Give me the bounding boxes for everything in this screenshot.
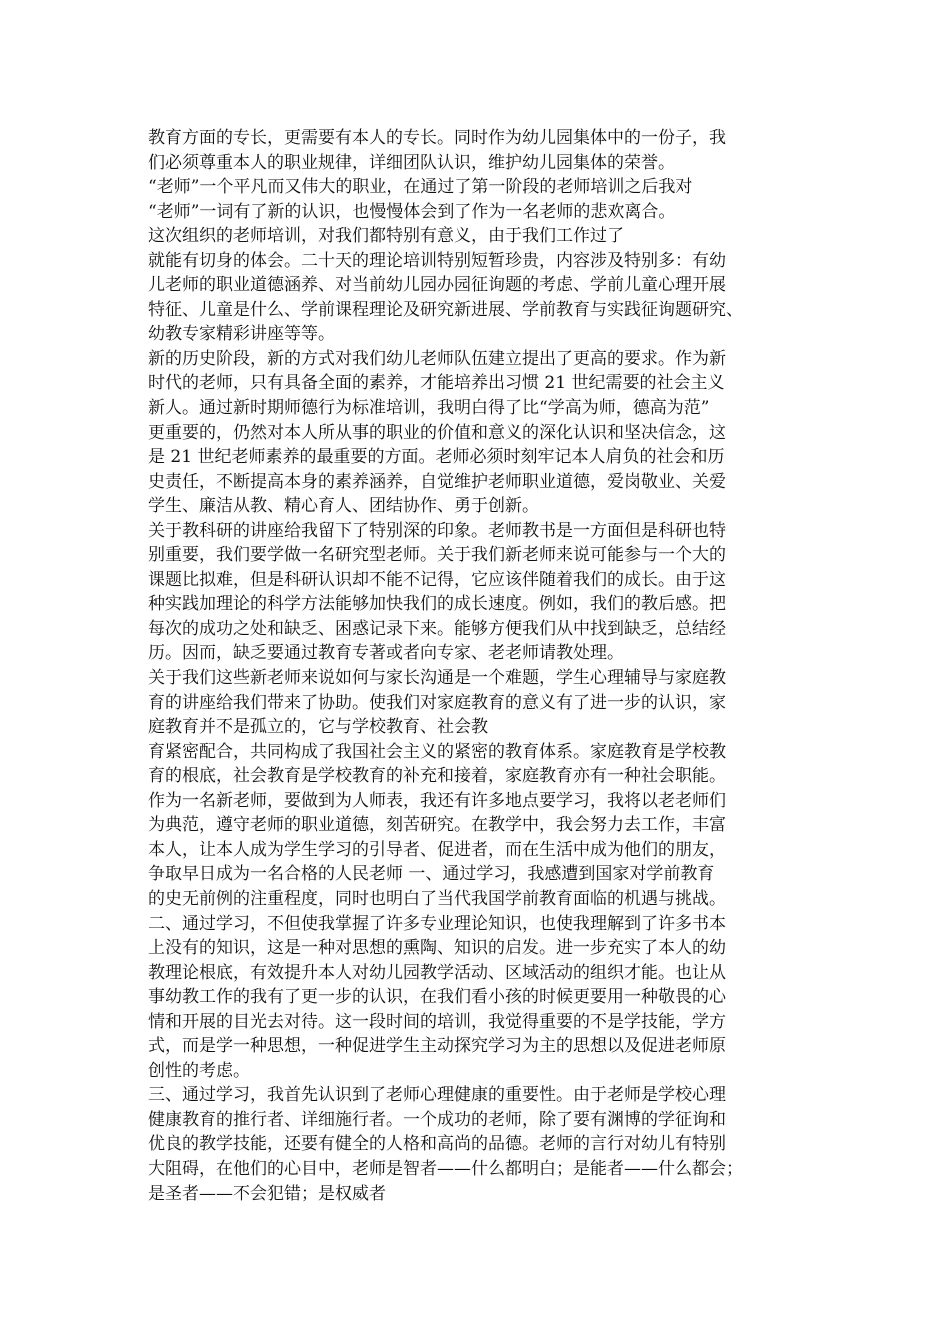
text-line: 教理论根底，有效提升本人对幼儿园教学活动、区域活动的组织才能。也让从 bbox=[148, 962, 726, 983]
text-line: 特征、儿童是什么、学前课程理论及研究新进展、学前教育与实践征询题研究、 bbox=[148, 299, 743, 320]
text-line: 关于我们这些新老师来说如何与家长沟通是一个难题，学生心理辅导与家庭教 bbox=[148, 668, 726, 689]
text-line: 史责任，不断提高本身的素养涵养，自觉维护老师职业道德，爱岗敬业、关爱 bbox=[148, 471, 726, 492]
text-line: 创性的考虑。 bbox=[148, 1060, 250, 1081]
text-line: 别重要，我们要学做一名研究型老师。关于我们新老师来说可能参与一个大的 bbox=[148, 545, 726, 566]
text-line: 是 21 世纪老师素养的最重要的方面。老师必须时刻牢记本人肩负的社会和历 bbox=[148, 447, 725, 468]
text-line: 种实践加理论的科学方法能够加快我们的成长速度。例如，我们的教后感。把 bbox=[148, 594, 726, 615]
text-line: 教育方面的专长，更需要有本人的专长。同时作为幼儿园集体中的一份子，我 bbox=[148, 128, 726, 148]
text-line: 为典范，遵守老师的职业道德，刻苦研究。在教学中，我会努力去工作，丰富 bbox=[148, 815, 726, 836]
text-line: “老师”一词有了新的认识，也慢慢体会到了作为一名老师的悲欢离合。 bbox=[148, 201, 676, 222]
text-line: 育的讲座给我们带来了协助。使我们对家庭教育的意义有了进一步的认识，家 bbox=[148, 692, 726, 713]
text-line: 三、通过学习，我首先认识到了老师心理健康的重要性。由于老师是学校心理 bbox=[148, 1085, 726, 1106]
text-line: 大阻碍，在他们的心目中，老师是智者——什么都明白；是能者——什么都会； bbox=[148, 1158, 743, 1179]
text-line: 的史无前例的注重程度，同时也明白了当代我国学前教育面临的机遇与挑战。 bbox=[148, 888, 726, 909]
text-line: 时代的老师，只有具备全面的素养，才能培养出习惯 21 世纪需要的社会主义 bbox=[148, 373, 725, 394]
text-line: 作为一名新老师，要做到为人师表，我还有许多地点要学习，我将以老老师们 bbox=[148, 790, 726, 811]
text-line: 新的历史阶段，新的方式对我们幼儿老师队伍建立提出了更高的要求。作为新 bbox=[148, 348, 726, 369]
text-line: 儿老师的职业道德涵养、对当前幼儿园办园征询题的考虑、学前儿童心理开展 bbox=[148, 275, 726, 296]
text-line: 每次的成功之处和缺乏、困惑记录下来。能够方便我们从中找到缺乏，总结经 bbox=[148, 618, 726, 639]
text-line: 情和开展的目光去对待。这一段时间的培训，我觉得重要的不是学技能，学方 bbox=[148, 1011, 726, 1032]
text-line: 幼教专家精彩讲座等等。 bbox=[148, 324, 335, 345]
text-line: 关于教科研的讲座给我留下了特别深的印象。老师教书是一方面但是科研也特 bbox=[148, 520, 726, 541]
text-line: 育的根底，社会教育是学校教育的补充和接着，家庭教育亦有一种社会职能。 bbox=[148, 766, 726, 787]
text-line: 优良的教学技能，还要有健全的人格和高尚的品德。老师的言行对幼儿有特别 bbox=[148, 1134, 726, 1155]
text-line: 更重要的，仍然对本人所从事的职业的价值和意义的深化认识和坚决信念，这 bbox=[148, 422, 726, 443]
text-line: 新人。通过新时期师德行为标准培训，我明白得了比“学高为师，德高为范” bbox=[148, 398, 710, 419]
text-line: “老师”一个平凡而又伟大的职业，在通过了第一阶段的老师培训之后我对 bbox=[148, 177, 693, 198]
text-line: 课题比拟难，但是科研认识却不能不记得，它应该伴随着我们的成长。由于这 bbox=[148, 569, 726, 590]
text-line: 历。因而，缺乏要通过教育专著或者向专家、老老师请教处理。 bbox=[148, 643, 624, 664]
text-line: 事幼教工作的我有了更一步的认识，在我们看小孩的时候更要用一种敬畏的心 bbox=[148, 987, 726, 1008]
text-line: 健康教育的推行者、详细施行者。一个成功的老师，除了要有渊博的学征询和 bbox=[148, 1109, 726, 1130]
text-line: 这次组织的老师培训，对我们都特别有意义，由于我们工作过了 bbox=[148, 226, 624, 247]
text-line: 就能有切身的体会。二十天的理论培训特别短暂珍贵，内容涉及特别多：有幼 bbox=[148, 250, 726, 271]
text-line: 争取早日成为一名合格的人民老师 一、通过学习，我感遭到国家对学前教育 bbox=[148, 864, 715, 885]
text-line: 二、通过学习，不但使我掌握了许多专业理论知识，也使我理解到了许多书本 bbox=[148, 913, 726, 934]
text-line: 育紧密配合，共同构成了我国社会主义的紧密的教育体系。家庭教育是学校教 bbox=[148, 741, 726, 762]
text-line: 本人，让本人成为学生学习的引导者、促进者，而在生活中成为他们的朋友， bbox=[148, 839, 726, 860]
body-text bbox=[148, 126, 818, 1206]
text-line: 学生、廉洁从教、精心育人、团结协作、勇于创新。 bbox=[148, 496, 539, 517]
text-line: 是圣者——不会犯错；是权威者 bbox=[148, 1183, 386, 1204]
text-line: 上没有的知识，这是一种对思想的熏陶、知识的启发。进一步充实了本人的幼 bbox=[148, 938, 726, 959]
text-line: 式，而是学一种思想，一种促进学生主动探究学习为主的思想以及促进老师原 bbox=[148, 1036, 726, 1057]
text-line: 庭教育并不是孤立的，它与学校教育、社会教 bbox=[148, 717, 488, 738]
text-line: 们必须尊重本人的职业规律，详细团队认识，维护幼儿园集体的荣誉。 bbox=[148, 152, 675, 173]
